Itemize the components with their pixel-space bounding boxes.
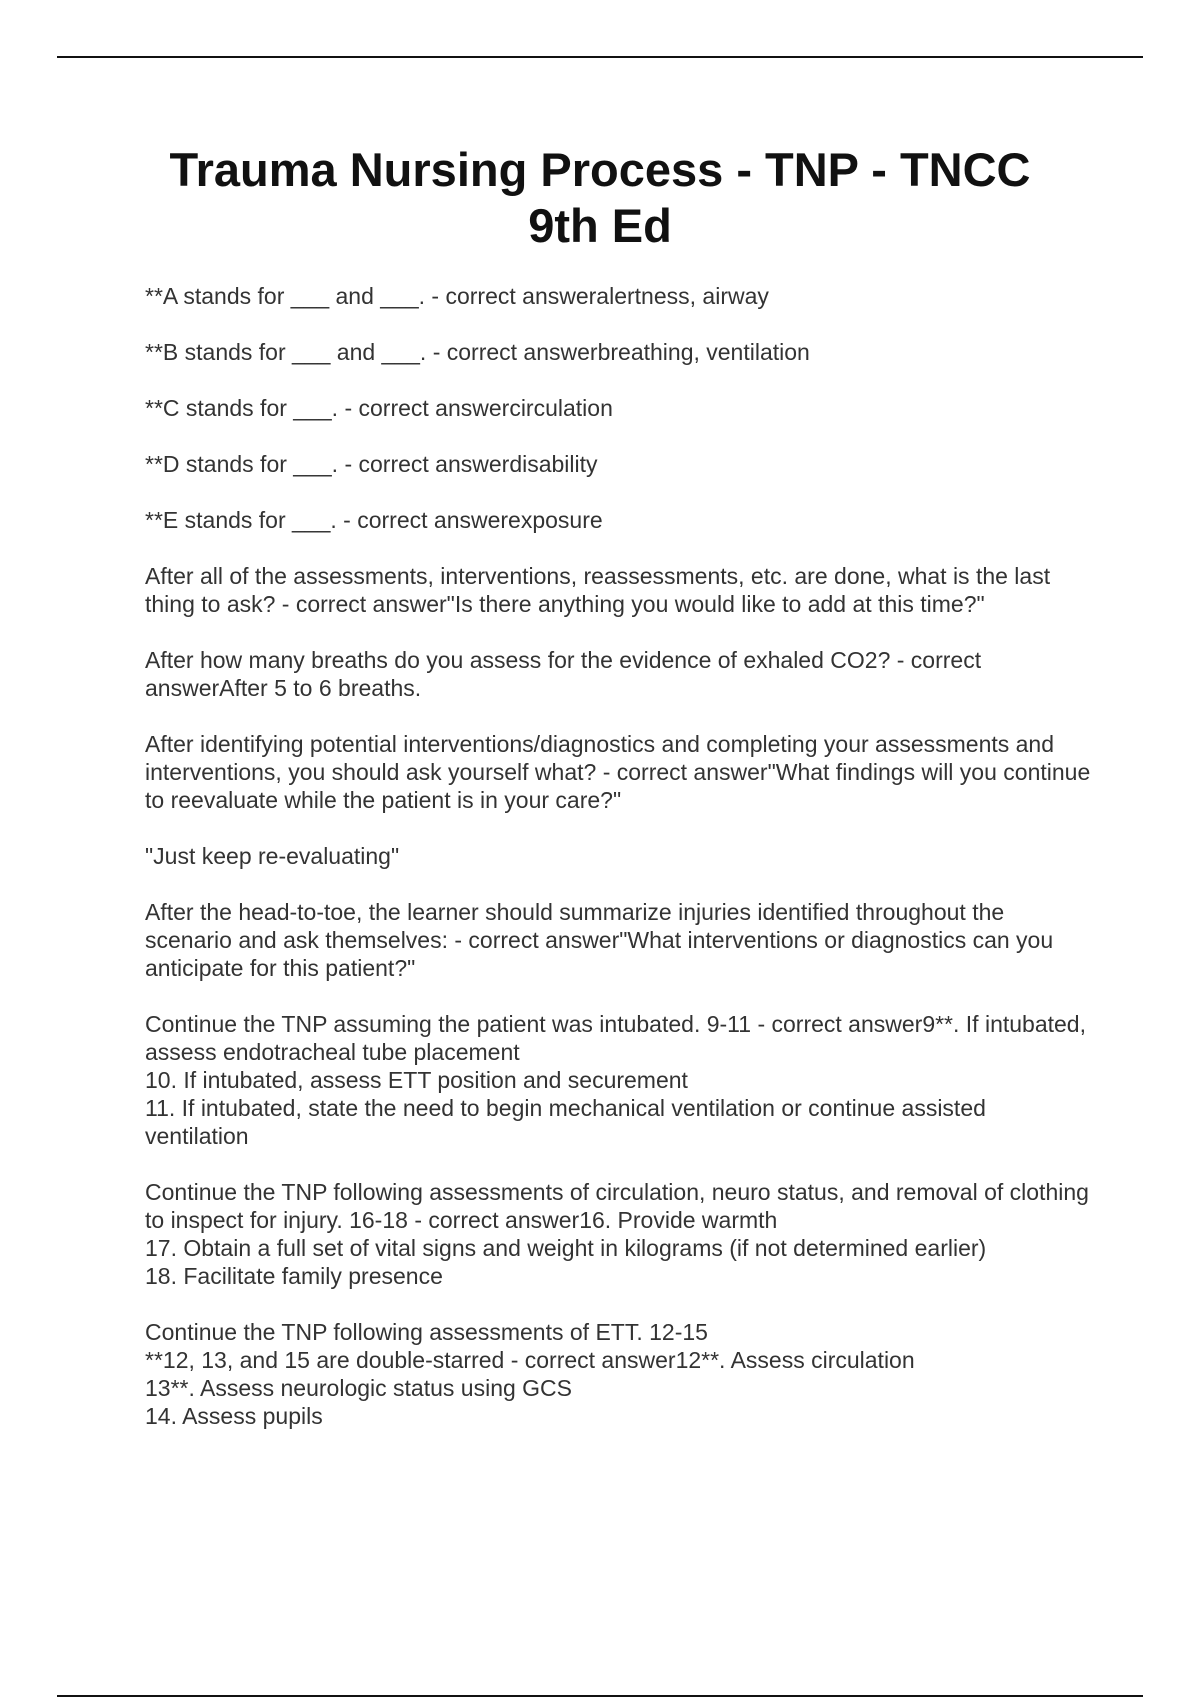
title-line-2: 9th Ed <box>528 199 672 252</box>
title-line-1: Trauma Nursing Process - TNP - TNCC <box>169 143 1031 196</box>
qa-entry-d: **D stands for ___. - correct answerdisability <box>145 451 598 477</box>
qa-entry-ett: Continue the TNP following assessments of ETT. 12-15 **12, 13, and 15 are double-starred - correct answer12**. Assess circulation 13**. Assess neurologic status using GCS 14. Assess pupils <box>145 1319 915 1429</box>
qa-entry-e: **E stands for ___. - correct answerexposure <box>145 507 603 533</box>
qa-entry-head-to-toe: After the head-to-toe, the learner should summarize injuries identified throughout the scenario and ask themselves: - correct answer"What interventions or diagnostics can you anticipate for this patient?" <box>145 899 1054 981</box>
qa-entry-a: **A stands for ___ and ___. - correct answeralertness, airway <box>145 283 769 309</box>
bottom-rule <box>57 1695 1143 1697</box>
top-rule <box>57 56 1143 58</box>
qa-entry-b: **B stands for ___ and ___. - correct answerbreathing, ventilation <box>145 339 810 365</box>
flashcard-list <box>145 282 1095 1458</box>
qa-entry-reevaluate: After identifying potential interventions/diagnostics and completing your assessments and interventions, you should ask yourself what? - correct answer"What findings will you continue to reevaluate while the patient is in your care?" <box>145 731 1091 813</box>
qa-entry-intubated: Continue the TNP assuming the patient was intubated. 9-11 - correct answer9**. If intubated, assess endotracheal tube placement 10. If intubated, assess ETT position and securement 11. If intubated, state the need to begin mechanical ventilation or continue assisted ventilation <box>145 1011 1086 1149</box>
qa-entry-circulation-neuro: Continue the TNP following assessments of circulation, neuro status, and removal of clothing to inspect for injury. 16-18 - correct answer16. Provide warmth 17. Obtain a full set of vital signs and weight in kilograms (if not determined earlier) 18. Facilitate family presence <box>145 1179 1089 1289</box>
qa-entry-exhaled-co2: After how many breaths do you assess for the evidence of exhaled CO2? - correct answerAfter 5 to 6 breaths. <box>145 647 982 701</box>
qa-entry-last-question: After all of the assessments, interventions, reassessments, etc. are done, what is the last thing to ask? - correct answer"Is there anything you would like to add at this time?" <box>145 563 1051 617</box>
page-title <box>100 142 1100 254</box>
qa-entry-c: **C stands for ___. - correct answercirculation <box>145 395 613 421</box>
qa-entry-note: "Just keep re-evaluating" <box>145 843 400 869</box>
